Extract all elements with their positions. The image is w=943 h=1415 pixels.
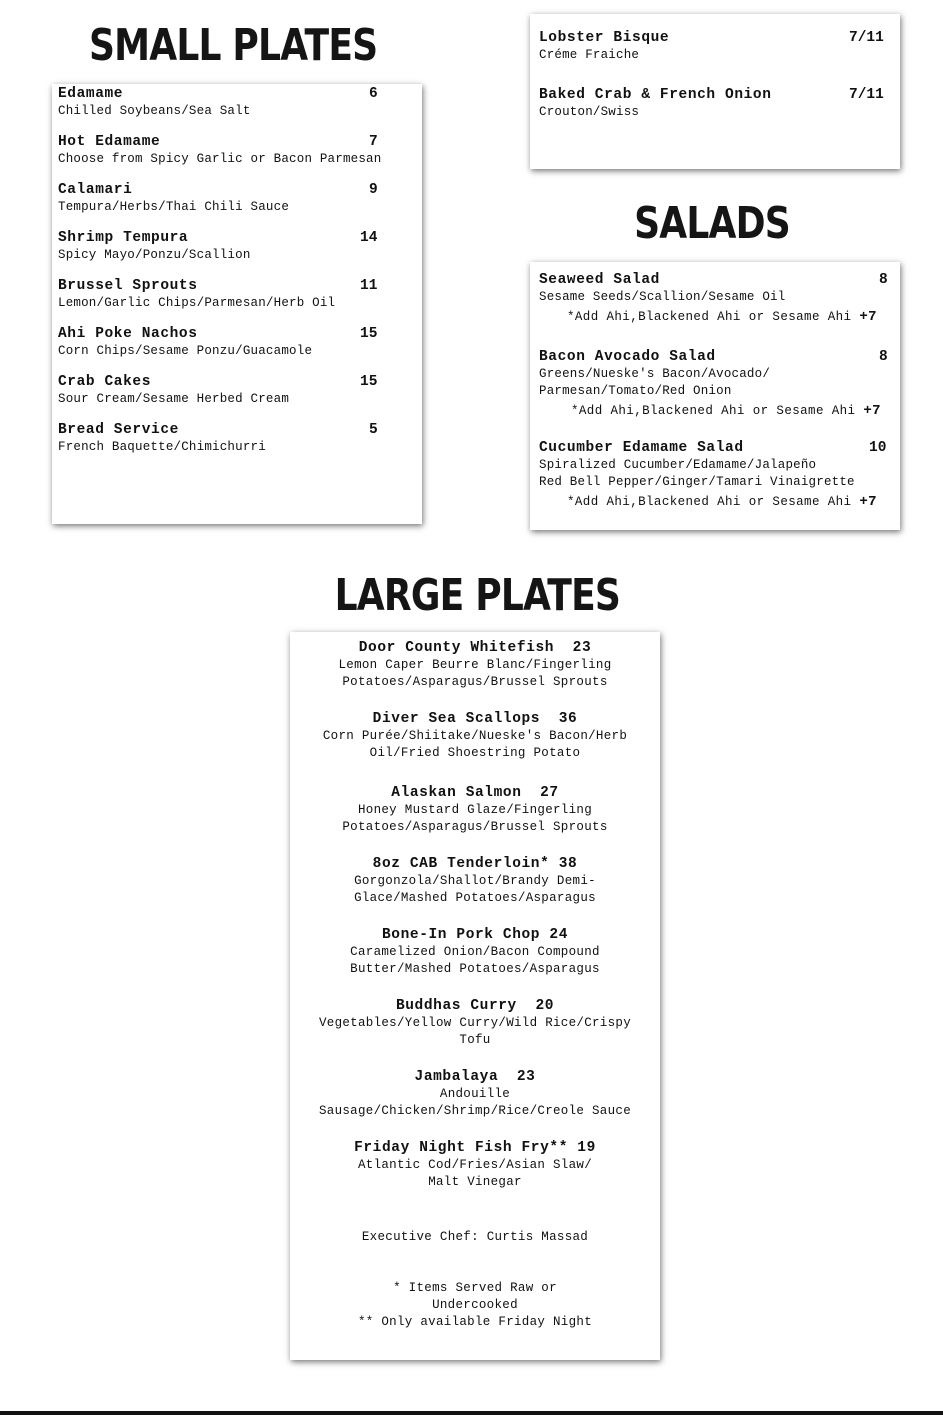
item-price: 10 (869, 440, 887, 456)
menu-item (290, 927, 660, 978)
item-title: Jambalaya 23 (414, 1069, 536, 1085)
item-description: French Baquette/Chimichurri (58, 440, 266, 454)
addon-line (539, 494, 900, 511)
item-description: Greens/Nueske's Bacon/Avocado/ (539, 367, 771, 381)
item-price: 9 (369, 182, 378, 198)
menu-item (58, 374, 422, 408)
item-description: Sausage/Chicken/Shrimp/Rice/Creole Sauce (318, 1104, 632, 1118)
menu-item (539, 440, 900, 511)
addon-text: *Add Ahi,Blackened Ahi or Sesame Ahi (571, 404, 856, 418)
item-price: 7/11 (849, 30, 884, 46)
item-price: 5 (369, 422, 378, 438)
item-description: Oil/Fried Shoestring Potato (369, 746, 581, 760)
menu-item (290, 1069, 660, 1120)
item-price: 7 (369, 134, 378, 150)
item-title: Alaskan Salmon 27 (391, 785, 559, 801)
item-description: Andouille (439, 1087, 511, 1101)
menu-item (58, 86, 422, 120)
item-price: 14 (360, 230, 378, 246)
menu-item (539, 349, 900, 420)
item-description: Caramelized Onion/Bacon Compound (350, 945, 600, 959)
menu-item (290, 711, 660, 762)
item-description: Lemon Caper Beurre Blanc/Fingerling (338, 658, 612, 672)
executive-chef: Executive Chef: Curtis Massad (361, 1230, 589, 1244)
item-description: Honey Mustard Glaze/Fingerling (357, 803, 593, 817)
footnote-raw-cont: Undercooked (432, 1298, 518, 1312)
salads-card (530, 262, 900, 530)
item-description: Spicy Mayo/Ponzu/Scallion (58, 248, 251, 262)
item-description: Atlantic Cod/Fries/Asian Slaw/ (357, 1158, 593, 1172)
small-plates-card (52, 84, 422, 524)
item-name: Baked Crab & French Onion (539, 87, 772, 103)
item-name: Bread Service (58, 422, 179, 438)
menu-item (58, 182, 422, 216)
item-description: Glace/Mashed Potatoes/Asparagus (354, 891, 596, 905)
item-description: Potatoes/Asparagus/Brussel Sprouts (342, 820, 608, 834)
item-description: Gorgonzola/Shallot/Brandy Demi- (354, 874, 596, 888)
item-price: 15 (360, 326, 378, 342)
item-name: Cucumber Edamame Salad (539, 440, 744, 456)
menu-item (290, 998, 660, 1049)
small-plates-heading: SMALL PLATES (89, 20, 378, 71)
menu-item (539, 30, 900, 64)
menu-item (539, 272, 900, 326)
item-title: Door County Whitefish 23 (358, 640, 592, 656)
footnotes (290, 1280, 660, 1331)
item-title: Buddhas Curry 20 (395, 998, 555, 1014)
item-description: Red Bell Pepper/Ginger/Tamari Vinaigrette (539, 475, 855, 489)
addon-line (539, 403, 900, 420)
item-description: Spiralized Cucumber/Edamame/Jalapeño (539, 458, 817, 472)
item-title: 8oz CAB Tenderloin* 38 (372, 856, 578, 872)
item-description: Malt Vinegar (428, 1175, 522, 1189)
menu-item (58, 278, 422, 312)
menu-item (58, 230, 422, 264)
menu-item (58, 134, 422, 168)
addon-line (539, 309, 900, 326)
footnote-friday: ** Only available Friday Night (357, 1315, 593, 1329)
menu-item (539, 87, 900, 121)
item-price: 11 (360, 278, 378, 294)
item-name: Hot Edamame (58, 134, 161, 150)
addon-price: +7 (863, 403, 881, 419)
item-name: Shrimp Tempura (58, 230, 189, 246)
item-price: 8 (879, 349, 888, 365)
item-description: Crouton/Swiss (539, 105, 640, 119)
menu-item (58, 422, 422, 456)
item-description: Sesame Seeds/Scallion/Sesame Oil (539, 290, 786, 304)
item-price: 8 (879, 272, 888, 288)
item-description: Tempura/Herbs/Thai Chili Sauce (58, 200, 290, 214)
salads-heading: SALADS (634, 198, 790, 249)
item-description: Corn Purée/Shiitake/Nueske's Bacon/Herb (322, 729, 628, 743)
large-plates-card (290, 632, 660, 1360)
item-title: Friday Night Fish Fry** 19 (354, 1140, 596, 1156)
menu-item (290, 785, 660, 836)
addon-text: *Add Ahi,Blackened Ahi or Sesame Ahi (567, 495, 852, 509)
soups-card (530, 14, 900, 169)
item-name: Crab Cakes (58, 374, 152, 390)
item-title: Bone-In Pork Chop 24 (381, 927, 569, 943)
item-name: Ahi Poke Nachos (58, 326, 198, 342)
item-description: Tofu (459, 1033, 491, 1047)
item-name: Edamame (58, 86, 124, 102)
menu-item (290, 856, 660, 907)
large-plates-heading: LARGE PLATES (334, 570, 621, 621)
item-name: Bacon Avocado Salad (539, 349, 716, 365)
item-description: Potatoes/Asparagus/Brussel Sprouts (342, 675, 608, 689)
addon-price: +7 (859, 309, 877, 325)
footnote-raw: * Items Served Raw or (393, 1281, 557, 1295)
item-description: Butter/Mashed Potatoes/Asparagus (350, 962, 600, 976)
item-title: Diver Sea Scallops 36 (372, 711, 578, 727)
item-name: Seaweed Salad (539, 272, 660, 288)
item-price: 7/11 (849, 87, 884, 103)
item-name: Calamari (58, 182, 133, 198)
menu-item (290, 640, 660, 691)
menu-item (290, 1140, 660, 1191)
addon-text: *Add Ahi,Blackened Ahi or Sesame Ahi (567, 310, 852, 324)
item-description: Vegetables/Yellow Curry/Wild Rice/Crispy (318, 1016, 632, 1030)
item-name: Brussel Sprouts (58, 278, 198, 294)
item-price: 15 (360, 374, 378, 390)
item-description: Parmesan/Tomato/Red Onion (539, 384, 732, 398)
bottom-border (0, 1411, 943, 1415)
item-description: Créme Fraiche (539, 48, 640, 62)
item-price: 6 (369, 86, 378, 102)
item-description: Choose from Spicy Garlic or Bacon Parmesan (58, 152, 382, 166)
item-description: Sour Cream/Sesame Herbed Cream (58, 392, 290, 406)
item-description: Chilled Soybeans/Sea Salt (58, 104, 251, 118)
item-description: Corn Chips/Sesame Ponzu/Guacamole (58, 344, 313, 358)
item-name: Lobster Bisque (539, 30, 670, 46)
item-description: Lemon/Garlic Chips/Parmesan/Herb Oil (58, 296, 336, 310)
menu-item (58, 326, 422, 360)
addon-price: +7 (859, 494, 877, 510)
